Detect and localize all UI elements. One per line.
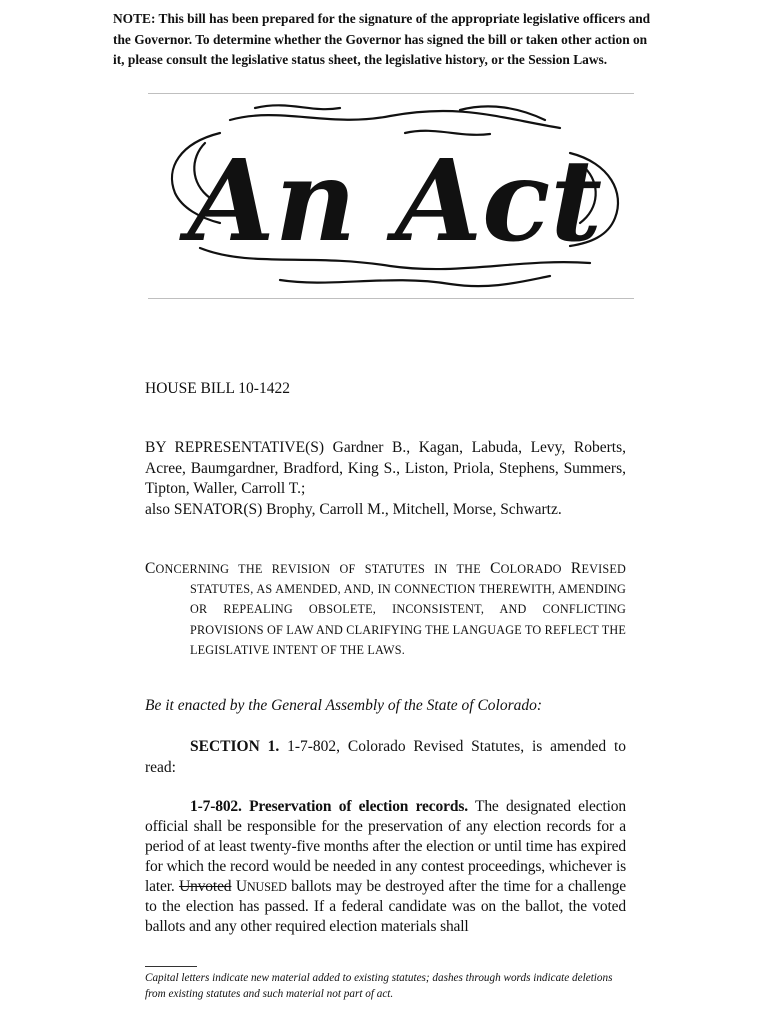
representatives-line: BY REPRESENTATIVE(S) Gardner B., Kagan, Labuda, Levy, Roberts, Acree, Baumgardner, Bradford, King S., Liston, Priola, Stephens, Summers, Tipton, Waller, Carroll T.; [145, 439, 626, 497]
sponsors-block [145, 438, 626, 520]
concerning-initial-c: C [145, 560, 156, 577]
concerning-text-1: ONCERNING THE REVISION OF STATUTES IN THE [155, 562, 491, 576]
senators-line: also SENATOR(S) Brophy, Carroll M., Mitchell, Morse, Schwartz. [145, 500, 562, 518]
concerning-clause [145, 559, 626, 660]
section-1-text: 1-7-802, Colorado Revised Statutes, is amended to read: [145, 738, 626, 776]
footnote-divider [145, 966, 197, 967]
an-act-seal-text: An Act [187, 136, 603, 267]
colorado-initial-c: C [490, 560, 501, 577]
statute-paragraph [145, 797, 626, 937]
new-word-rest: NUSED [246, 880, 287, 894]
bill-number: HOUSE BILL 10-1422 [145, 380, 290, 397]
an-act-seal [160, 98, 630, 296]
section-1-paragraph [145, 737, 626, 778]
an-act-flourish-graphic [160, 98, 630, 296]
concerning-text-3: EVISED STATUTES, AS AMENDED, AND, IN CONNECTION THEREWITH, AMENDING OR REPEALING OBSOLETE, INCONSISTENT, AND CONFLICTING PROVISIONS OF LAW AND CLARIFYING THE LANGUAGE TO REFLECT THE LEGISLATIVE INTENT OF THE LAWS. [190, 562, 626, 657]
statute-heading: 1-7-802. Preservation of election records. [190, 798, 468, 815]
statute-text-2: ballots may be destroyed after the time for a challenge to the election has passed. If a federal candidate was on the ballot, the voted ballots and any other required election materials shall [145, 878, 626, 935]
footnote: Capital letters indicate new material added to existing statutes; dashes through words indicate deletions from existing statutes and such material not part of act. [145, 972, 613, 1000]
note-paragraph: NOTE: This bill has been prepared for the signature of the appropriate legislative officers and the Governor. To determine whether the Governor has signed the bill or taken other action on it, please consult the legislative status sheet, the legislative history, or the Session Laws. [113, 11, 651, 67]
top-divider [148, 93, 634, 94]
statute-text-1: The designated election official shall be responsible for the preservation of any election records for a period of at least twenty-five months after the election or until time has expired for which the record would be needed in any contest proceedings, whichever is later. [145, 798, 627, 895]
enacting-clause: Be it enacted by the General Assembly of the State of Colorado: [145, 697, 543, 714]
section-1-heading: SECTION 1. [190, 738, 280, 755]
concerning-text-2: OLORADO [500, 562, 571, 576]
new-word-initial: U [235, 878, 247, 895]
bottom-divider [148, 298, 634, 299]
struck-word: Unvoted [179, 878, 232, 895]
revised-initial-r: R [570, 560, 582, 577]
